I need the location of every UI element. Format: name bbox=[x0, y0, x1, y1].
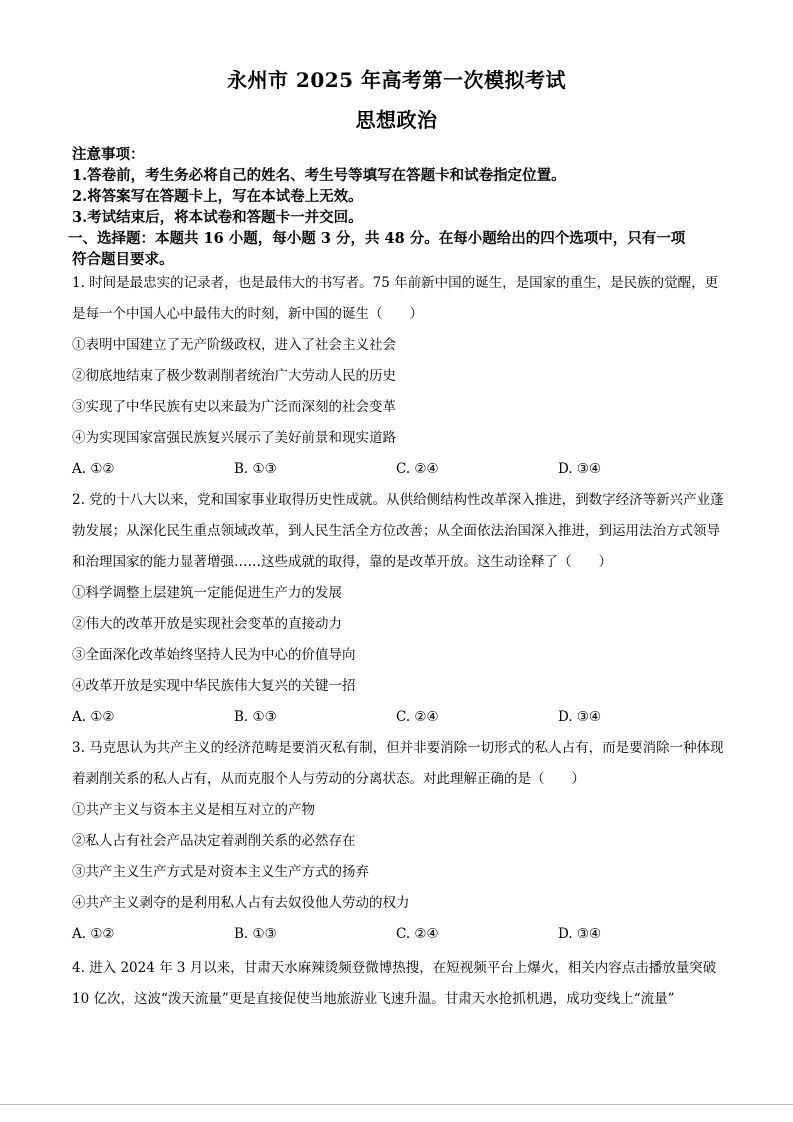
choice-a: A. ①② bbox=[72, 709, 115, 725]
question-stem: 1. 时间是最忠实的记录者，也是最伟大的书写者。75 年前新中国的诞生，是国家的重生，是民族的觉醒，更是每一个中国人心中最伟大的时刻，新中国的诞生（ ） bbox=[72, 275, 719, 322]
notice-block bbox=[72, 144, 732, 228]
statement-option: ④改革开放是实现中华民族伟大复兴的关键一招 bbox=[72, 678, 356, 694]
notice-item: 1.答卷前，考生务必将自己的姓名、考生号等填写在答题卡和试卷指定位置。 bbox=[72, 167, 566, 184]
choice-c: C. ②④ bbox=[396, 461, 439, 477]
statement-option: ④为实现国家富强民族复兴展示了美好前景和现实道路 bbox=[72, 430, 396, 446]
question-1 bbox=[72, 268, 724, 485]
notice-heading: 注意事项： bbox=[72, 146, 145, 163]
notice-item: 2.将答案写在答题卡上，写在本试卷上无效。 bbox=[72, 188, 363, 205]
section-heading-line: 一、选择题：本题共 16 小题，每小题 3 分，共 48 分。在每小题给出的四个选项中，只有一项 bbox=[68, 230, 686, 247]
statement-option: ①科学调整上层建筑一定能促进生产力的发展 bbox=[72, 585, 342, 601]
answer-choices bbox=[72, 702, 724, 733]
notice-item: 3.考试结束后，将本试卷和答题卡一并交回。 bbox=[72, 209, 363, 226]
choice-a: A. ①② bbox=[72, 926, 115, 942]
question-2 bbox=[72, 485, 724, 733]
statement-option: ②彻底地结束了极少数剥削者统治广大劳动人民的历史 bbox=[72, 368, 396, 384]
question-stem: 2. 党的十八大以来，党和国家事业取得历史性成就。从供给侧结构性改革深入推进，到数字经济等新兴产业蓬勃发展；从深化民生重点领域改革，到人民生活全方位改善；从全面依法治国深入推进，到运用法治方式领导和治理国家的能力显著增强……这些成就的取得，靠的是改革开放。这生动诠释了（ ） bbox=[72, 492, 724, 570]
choice-b: B. ①③ bbox=[234, 709, 277, 725]
statement-option: ③共产主义生产方式是对资本主义生产方式的扬弃 bbox=[72, 864, 369, 880]
choice-d: D. ③④ bbox=[558, 926, 602, 942]
section-heading bbox=[68, 228, 722, 270]
page-bottom-rule bbox=[0, 1104, 793, 1105]
choice-a: A. ①② bbox=[72, 461, 115, 477]
choice-b: B. ①③ bbox=[234, 926, 277, 942]
statement-option: ③实现了中华民族有史以来最为广泛而深刻的社会变革 bbox=[72, 399, 396, 415]
statement-option: ②私人占有社会产品决定着剥削关系的必然存在 bbox=[72, 833, 356, 849]
statement-option: ④共产主义剥夺的是利用私人占有去奴役他人劳动的权力 bbox=[72, 895, 410, 911]
question-stem: 4. 进入 2024 年 3 月以来，甘肃天水麻辣烫频登微博热搜，在短视频平台上爆火，相关内容点击播放量突破 10 亿次，这波“泼天流量”更是直接促使当地旅游业飞速升温。甘肃天水抢抓机遇，成功变线上“流量” bbox=[72, 960, 717, 1007]
choice-b: B. ①③ bbox=[234, 461, 277, 477]
statement-option: ②伟大的改革开放是实现社会变革的直接动力 bbox=[72, 616, 342, 632]
section-heading-line: 符合题目要求。 bbox=[72, 251, 174, 268]
answer-choices bbox=[72, 454, 724, 485]
question-4 bbox=[72, 953, 724, 1015]
statement-option: ①共产主义与资本主义是相互对立的产物 bbox=[72, 802, 315, 818]
choice-d: D. ③④ bbox=[558, 709, 602, 725]
subject-title: 思想政治 bbox=[355, 108, 438, 132]
choice-c: C. ②④ bbox=[396, 709, 439, 725]
question-stem: 3. 马克思认为共产主义的经济范畴是要消灭私有制，但并非要消除一切形式的私人占有，而是要消除一种体现着剥削关系的私人占有，从而克服个人与劳动的分离状态。对此理解正确的是（ ） bbox=[72, 740, 724, 787]
choice-c: C. ②④ bbox=[396, 926, 439, 942]
answer-choices bbox=[72, 919, 724, 950]
statement-option: ①表明中国建立了无产阶级政权，进入了社会主义社会 bbox=[72, 337, 396, 353]
statement-option: ③全面深化改革始终坚持人民为中心的价值导向 bbox=[72, 647, 356, 663]
exam-title: 永州市 2025 年高考第一次模拟考试 bbox=[226, 68, 567, 92]
question-3 bbox=[72, 733, 724, 950]
choice-d: D. ③④ bbox=[558, 461, 602, 477]
